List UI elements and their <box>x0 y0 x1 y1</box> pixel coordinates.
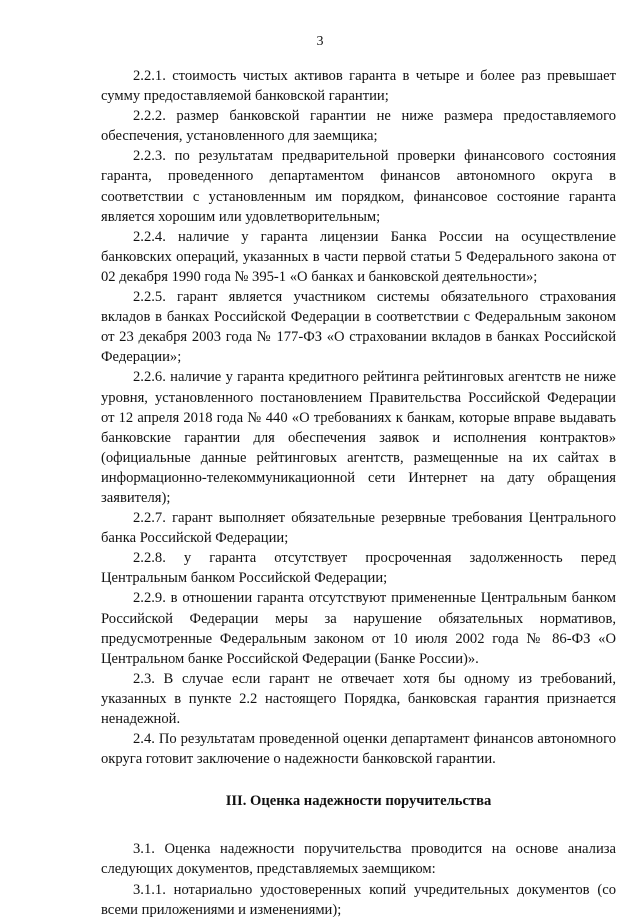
page-number: 3 <box>316 34 324 49</box>
paragraph-2-2-9: 2.2.9. в отношении гаранта отсутствуют примененные Центральным банком Российской Федерации меры за нарушение обязательных нормативов, предусмотренные Федеральным законом от 10 июля 2002 года № 86-ФЗ «О Центральном банке Российской Федерации (Банке России)». <box>101 590 616 667</box>
paragraph-2-2-4: 2.2.4. наличие у гаранта лицензии Банка России на осуществление банковских операций, указанных в части первой статьи 5 Федерального закона от 02 декабря 1990 года № 395-1 «О банках и банковской деятельности»; <box>101 228 616 285</box>
paragraph-2-2-8: 2.2.8. у гаранта отсутствует просроченная задолженность перед Центральным банком Российской Федерации; <box>101 550 616 587</box>
paragraph-2-2-3: 2.2.3. по результатам предварительной проверки финансового состояния гаранта, проведенного департаментом финансов автономного округа в соответствии с установленным им порядком, финансовое состояние гаранта является хорошим или удовлетворительным; <box>101 148 616 225</box>
paragraph-2-4: 2.4. По результатам проведенной оценки департамент финансов автономного округа готовит заключение о надежности банковской гарантии. <box>101 731 616 768</box>
paragraph-2-2-1: 2.2.1. стоимость чистых активов гаранта в четыре и более раз превышает сумму предоставляемой банковской гарантии; <box>101 68 616 105</box>
paragraph-2-2-2: 2.2.2. размер банковской гарантии не ниже размера предоставляемого обеспечения, установленного для заемщика; <box>101 108 616 145</box>
paragraph-2-2-6: 2.2.6. наличие у гаранта кредитного рейтинга рейтинговых агентств не ниже уровня, установленного постановлением Правительства Российской Федерации от 12 апреля 2018 года № 440 «О требованиях к банкам, которые вправе выдавать банковские гарантии для обеспечения заявок и исполнения контрактов» (официальные данные рейтинговых агентств, размещенные на их сайтах в информационно-телекоммуникационной сети Интернет на дату обращения заявителя); <box>101 369 616 506</box>
paragraph-3-1: 3.1. Оценка надежности поручительства проводится на основе анализа следующих документов, представляемых заемщиком: <box>101 841 616 878</box>
paragraph-2-2-5: 2.2.5. гарант является участником системы обязательного страхования вкладов в банках Российской Федерации в соответствии с Федеральным законом от 23 декабря 2003 года № 177-ФЗ «О страховании вкладов в банках Российской Федерации»; <box>101 289 616 366</box>
paragraph-2-2-7: 2.2.7. гарант выполняет обязательные резервные требования Центрального банка Российской Федерации; <box>101 510 616 547</box>
document-body <box>101 66 616 920</box>
paragraph-2-3: 2.3. В случае если гарант не отвечает хотя бы одному из требований, указанных в пункте 2.2 настоящего Порядка, банковская гарантия признается ненадежной. <box>101 670 616 727</box>
paragraph-3-1-1: 3.1.1. нотариально удостоверенных копий учредительных документов (со всеми приложениями и изменениями); <box>101 881 616 918</box>
section-heading: III. Оценка надежности поручительства <box>225 793 492 810</box>
